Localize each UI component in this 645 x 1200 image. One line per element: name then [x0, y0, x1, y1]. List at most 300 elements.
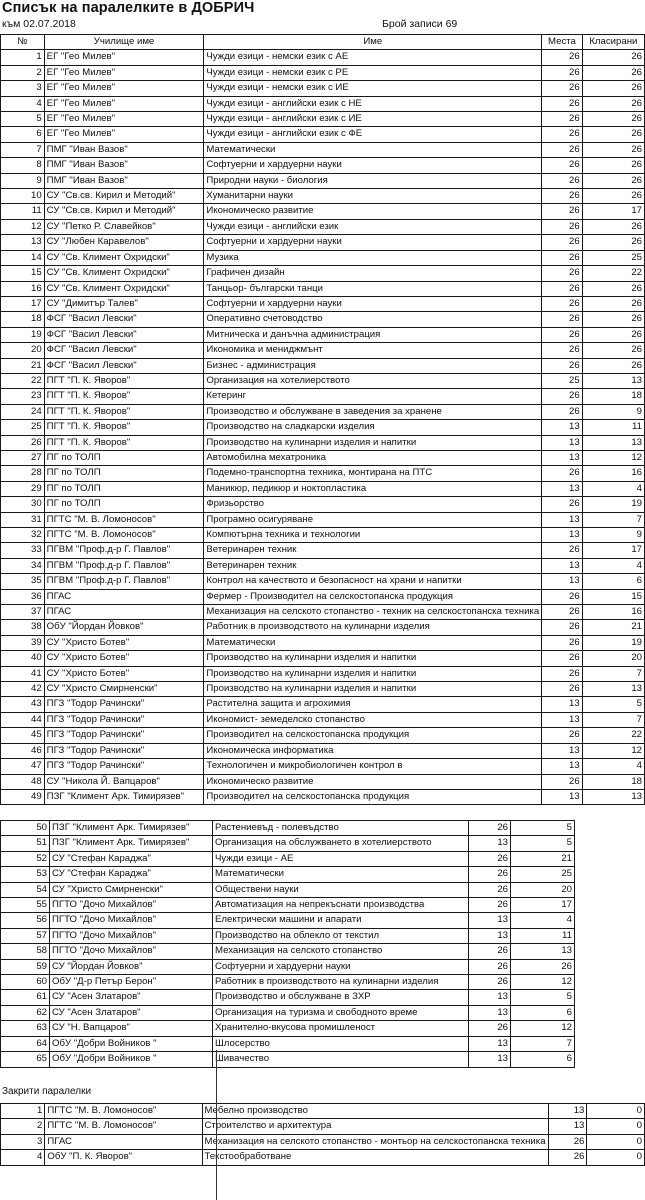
cell-number: 31 — [1, 512, 45, 527]
cell-number: 40 — [1, 651, 45, 666]
cell-class-name: Производство на кулинарни изделия и напитки — [204, 682, 542, 697]
cell-admitted: 22 — [582, 728, 644, 743]
cell-school: СУ "Димитър Талев" — [44, 296, 204, 311]
cell-places: 26 — [469, 898, 511, 913]
cell-number: 58 — [1, 944, 50, 959]
cell-class-name: Чужди езици - немски език с ИЕ — [204, 81, 542, 96]
cell-class-name: Работник в производството на кулинарни изделия — [204, 620, 542, 635]
cell-school: ПГТС "М. В. Ломоносов" — [45, 1104, 202, 1119]
cell-places: 26 — [542, 620, 583, 635]
cell-school: ПГТО "Дочо Михайлов" — [50, 913, 213, 928]
cell-admitted: 0 — [587, 1104, 645, 1119]
cell-places: 26 — [542, 112, 583, 127]
cell-places: 13 — [469, 990, 511, 1005]
cell-class-name: Икономика и мениджмънт — [204, 343, 542, 358]
cell-number: 24 — [1, 404, 45, 419]
cell-school: ПГАС — [44, 605, 204, 620]
cell-school: ОбУ "Добри Войников " — [50, 1052, 213, 1067]
table-row — [1, 404, 645, 419]
cell-number: 19 — [1, 327, 45, 342]
cell-admitted: 6 — [511, 1005, 575, 1020]
cell-places: 26 — [542, 250, 583, 265]
cell-class-name: Графичен дизайн — [204, 266, 542, 281]
cell-number: 15 — [1, 266, 45, 281]
cell-class-name: Фермер - Производител на селскостопанска продукция — [204, 589, 542, 604]
table-row — [1, 312, 645, 327]
cell-places: 26 — [542, 142, 583, 157]
cell-admitted: 11 — [511, 928, 575, 943]
cell-admitted: 13 — [582, 435, 644, 450]
cell-places: 26 — [469, 821, 511, 836]
table-row — [1, 975, 575, 990]
cell-admitted: 26 — [582, 50, 644, 65]
cell-places: 13 — [469, 836, 511, 851]
table-row — [1, 142, 645, 157]
table-row — [1, 435, 645, 450]
cell-school: ОбУ "Добри Войников " — [50, 1036, 213, 1051]
cell-school: ПМГ "Иван Вазов" — [44, 173, 204, 188]
table-row — [1, 574, 645, 589]
table-row — [1, 651, 645, 666]
cell-class-name: Софтуерни и хардуерни науки — [204, 296, 542, 311]
cell-school: ПГТС "М. В. Ломоносов" — [44, 512, 204, 527]
cell-school: СУ "Св.св. Кирил и Методий" — [44, 189, 204, 204]
cell-class-name: Чужди езици - английски език с ИЕ — [204, 112, 542, 127]
cell-class-name: Чужди езици - немски език с АЕ — [204, 50, 542, 65]
cell-places: 26 — [542, 651, 583, 666]
cell-places: 13 — [542, 420, 583, 435]
cell-admitted: 7 — [582, 512, 644, 527]
cell-school: ПЗГ "Климент Арк. Тимирязев" — [50, 836, 213, 851]
cell-number: 5 — [1, 112, 45, 127]
cell-school: ПГ по ТОЛП — [44, 481, 204, 496]
cell-school: ПГ по ТОЛП — [44, 450, 204, 465]
cell-places: 13 — [542, 450, 583, 465]
cell-places: 13 — [469, 1052, 511, 1067]
cell-admitted: 12 — [582, 743, 644, 758]
cell-school: СУ "Никола Й. Вапцаров" — [44, 774, 204, 789]
table-row — [1, 96, 645, 111]
cell-class-name: Фризьорство — [204, 497, 542, 512]
cell-class-name: Хуманитарни науки — [204, 189, 542, 204]
cell-places: 26 — [542, 204, 583, 219]
cell-places: 26 — [542, 81, 583, 96]
table-row — [1, 759, 645, 774]
cell-school: ОбУ "П. К. Яворов" — [45, 1150, 202, 1165]
cell-school: СУ "Асен Златаров" — [50, 990, 213, 1005]
cell-school: СУ "Петко Р. Славейков" — [44, 219, 204, 234]
cell-number: 44 — [1, 712, 45, 727]
cell-admitted: 15 — [582, 589, 644, 604]
classes-table-part1 — [0, 34, 645, 805]
cell-number: 35 — [1, 574, 45, 589]
table-row — [1, 250, 645, 265]
table-row — [1, 774, 645, 789]
cell-admitted: 4 — [582, 558, 644, 573]
cell-admitted: 25 — [511, 867, 575, 882]
cell-school: ПГТ "П. К. Яворов" — [44, 389, 204, 404]
cell-class-name: Организация на обслужването в хотелиерството — [213, 836, 469, 851]
cell-admitted: 21 — [511, 851, 575, 866]
table-row — [1, 789, 645, 804]
cell-class-name: Чужди езици - английски език с НЕ — [204, 96, 542, 111]
table-row — [1, 127, 645, 142]
cell-admitted: 12 — [582, 450, 644, 465]
cell-number: 4 — [1, 1150, 45, 1165]
cell-number: 57 — [1, 928, 50, 943]
table-row — [1, 204, 645, 219]
cell-class-name: Механизация на селското стопанство - техник на селскостопанска техника — [204, 605, 542, 620]
cell-number: 60 — [1, 975, 50, 990]
cell-admitted: 26 — [582, 142, 644, 157]
cell-number: 1 — [1, 1104, 45, 1119]
cell-number: 51 — [1, 836, 50, 851]
cell-number: 26 — [1, 435, 45, 450]
cell-class-name: Текстообработване — [202, 1150, 548, 1165]
cell-number: 39 — [1, 635, 45, 650]
table-row — [1, 959, 575, 974]
cell-places: 13 — [469, 913, 511, 928]
cell-class-name: Чужди езици - немски език с РЕ — [204, 65, 542, 80]
table-row — [1, 712, 645, 727]
cell-school: ПМГ "Иван Вазов" — [44, 158, 204, 173]
cell-admitted: 26 — [582, 343, 644, 358]
cell-places: 26 — [542, 266, 583, 281]
cell-class-name: Оперативно счетоводство — [204, 312, 542, 327]
cell-admitted: 9 — [582, 528, 644, 543]
cell-places: 26 — [542, 358, 583, 373]
col-header-school: Училище име — [44, 35, 204, 50]
cell-places: 26 — [469, 867, 511, 882]
cell-school: ПГТ "П. К. Яворов" — [44, 373, 204, 388]
cell-places: 13 — [542, 558, 583, 573]
cell-school: ПГТО "Дочо Михайлов" — [50, 898, 213, 913]
cell-number: 62 — [1, 1005, 50, 1020]
cell-class-name: Производител на селскостопанска продукция — [204, 728, 542, 743]
cell-places: 26 — [469, 944, 511, 959]
table-row — [1, 235, 645, 250]
cell-school: ЕГ "Гео Милев" — [44, 81, 204, 96]
cell-places: 13 — [469, 928, 511, 943]
cell-places: 26 — [542, 281, 583, 296]
cell-class-name: Производство на кулинарни изделия и напитки — [204, 666, 542, 681]
cell-school: ПГТО "Дочо Михайлов" — [50, 928, 213, 943]
cell-school: ПГВМ "Проф.д-р Г. Павлов" — [44, 558, 204, 573]
table-row — [1, 1021, 575, 1036]
cell-number: 20 — [1, 343, 45, 358]
table-row — [1, 296, 645, 311]
cell-admitted: 12 — [511, 1021, 575, 1036]
cell-places: 26 — [542, 296, 583, 311]
cell-school: ФСГ "Васил Левски" — [44, 312, 204, 327]
table-row — [1, 589, 645, 604]
cell-class-name: Растителна защита и агрохимия — [204, 697, 542, 712]
cell-school: ОбУ "Д-р Петър Берон" — [50, 975, 213, 990]
cell-admitted: 4 — [582, 759, 644, 774]
cell-school: ПГ по ТОЛП — [44, 497, 204, 512]
cell-places: 13 — [469, 1005, 511, 1020]
cell-places: 26 — [542, 682, 583, 697]
table-row — [1, 558, 645, 573]
cell-school: ПГВМ "Проф.д-р Г. Павлов" — [44, 574, 204, 589]
cell-places: 26 — [469, 851, 511, 866]
cell-admitted: 0 — [587, 1119, 645, 1134]
cell-places: 26 — [542, 543, 583, 558]
cell-school: ПГЗ "Тодор Рачински" — [44, 697, 204, 712]
cell-admitted: 13 — [582, 789, 644, 804]
page-title: Списък на паралелките в ДОБРИЧ — [2, 0, 255, 16]
cell-number: 8 — [1, 158, 45, 173]
cell-class-name: Музика — [204, 250, 542, 265]
cell-class-name: Организация на хотелиерството — [204, 373, 542, 388]
cell-places: 26 — [542, 404, 583, 419]
cell-school: СУ "Любен Каравелов" — [44, 235, 204, 250]
cell-school: ПГЗ "Тодор Рачински" — [44, 759, 204, 774]
cell-places: 26 — [542, 343, 583, 358]
cell-number: 3 — [1, 1134, 45, 1149]
cell-places: 26 — [542, 235, 583, 250]
table-row — [1, 605, 645, 620]
cell-admitted: 19 — [582, 635, 644, 650]
record-count: Брой записи 69 — [382, 18, 458, 30]
cell-school: ПГ по ТОЛП — [44, 466, 204, 481]
cell-class-name: Производство на кулинарни изделия и напитки — [204, 435, 542, 450]
cell-number: 2 — [1, 65, 45, 80]
closed-classes-label: Закрити паралелки — [2, 1086, 92, 1097]
cell-class-name: Производство и обслужване в ЗХР — [213, 990, 469, 1005]
cell-admitted: 18 — [582, 389, 644, 404]
cell-school: СУ "Н. Вапцаров" — [50, 1021, 213, 1036]
cell-number: 29 — [1, 481, 45, 496]
cell-class-name: Подемно-транспортна техника, монтирана на ПТС — [204, 466, 542, 481]
table-row — [1, 512, 645, 527]
cell-places: 13 — [542, 759, 583, 774]
cell-number: 21 — [1, 358, 45, 373]
cell-number: 28 — [1, 466, 45, 481]
table-row — [1, 173, 645, 188]
cell-class-name: Обществени науки — [213, 882, 469, 897]
cell-admitted: 5 — [511, 836, 575, 851]
cell-admitted: 26 — [582, 112, 644, 127]
cell-number: 55 — [1, 898, 50, 913]
cell-admitted: 26 — [582, 219, 644, 234]
cell-places: 13 — [469, 1036, 511, 1051]
cell-class-name: Софтуерни и хардуерни науки — [213, 959, 469, 974]
cell-class-name: Кетеринг — [204, 389, 542, 404]
cell-places: 26 — [542, 728, 583, 743]
cell-class-name: Програмно осигуряване — [204, 512, 542, 527]
cell-school: ЕГ "Гео Милев" — [44, 50, 204, 65]
cell-admitted: 0 — [587, 1134, 645, 1149]
cell-admitted: 21 — [582, 620, 644, 635]
cell-places: 13 — [548, 1119, 587, 1134]
cell-class-name: Чужди езици - АЕ — [213, 851, 469, 866]
table-row — [1, 851, 575, 866]
cell-places: 26 — [542, 189, 583, 204]
cell-class-name: Мебелно производство — [202, 1104, 548, 1119]
cell-class-name: Механизация на селското стопанство - монтьор на селскостопанска техника — [202, 1134, 548, 1149]
cell-school: ПГАС — [44, 589, 204, 604]
cell-admitted: 26 — [582, 173, 644, 188]
table-row — [1, 528, 645, 543]
cell-class-name: Икономист- земеделско стопанство — [204, 712, 542, 727]
cell-places: 26 — [542, 158, 583, 173]
cell-places: 26 — [542, 173, 583, 188]
table-row — [1, 543, 645, 558]
cell-class-name: Софтуерни и хардуерни науки — [204, 158, 542, 173]
cell-number: 10 — [1, 189, 45, 204]
cell-admitted: 11 — [582, 420, 644, 435]
cell-number: 43 — [1, 697, 45, 712]
cell-places: 13 — [542, 743, 583, 758]
cell-class-name: Електрически машини и апарати — [213, 913, 469, 928]
cell-number: 2 — [1, 1119, 45, 1134]
cell-school: СУ "Христо Смирненски" — [50, 882, 213, 897]
table-row — [1, 327, 645, 342]
cell-admitted: 17 — [511, 898, 575, 913]
cell-class-name: Шивачество — [213, 1052, 469, 1067]
cell-class-name: Икономическо развитие — [204, 204, 542, 219]
cell-class-name: Чужди езици - английски език с ФЕ — [204, 127, 542, 142]
cell-number: 3 — [1, 81, 45, 96]
cell-school: ЕГ "Гео Милев" — [44, 112, 204, 127]
cell-number: 54 — [1, 882, 50, 897]
cell-places: 13 — [542, 512, 583, 527]
cell-places: 26 — [469, 975, 511, 990]
classes-table-part2 — [0, 820, 575, 1068]
col-header-name: Име — [204, 35, 542, 50]
table-row — [1, 373, 645, 388]
cell-school: ПГВМ "Проф.д-р Г. Павлов" — [44, 543, 204, 558]
cell-class-name: Математически — [204, 635, 542, 650]
cell-school: ОбУ "Йордан Йовков" — [44, 620, 204, 635]
cell-school: СУ "Йордан Йовков" — [50, 959, 213, 974]
cell-admitted: 9 — [582, 404, 644, 419]
cell-school: ЕГ "Гео Милев" — [44, 65, 204, 80]
cell-places: 26 — [542, 50, 583, 65]
cell-admitted: 26 — [511, 959, 575, 974]
cell-number: 4 — [1, 96, 45, 111]
cell-number: 6 — [1, 127, 45, 142]
cell-class-name: Митническа и данъчна администрация — [204, 327, 542, 342]
cell-number: 64 — [1, 1036, 50, 1051]
cell-school: ПГТ "П. К. Яворов" — [44, 404, 204, 419]
table-row — [1, 281, 645, 296]
cell-admitted: 26 — [582, 327, 644, 342]
cell-admitted: 7 — [582, 712, 644, 727]
table-row — [1, 358, 645, 373]
table-row — [1, 635, 645, 650]
cell-class-name: Маникюр, педикюр и ноктопластика — [204, 481, 542, 496]
cell-admitted: 4 — [511, 913, 575, 928]
cell-places: 13 — [542, 574, 583, 589]
cell-number: 11 — [1, 204, 45, 219]
cell-number: 1 — [1, 50, 45, 65]
cell-number: 13 — [1, 235, 45, 250]
cell-school: СУ "Св. Климент Охридски" — [44, 250, 204, 265]
table-row — [1, 450, 645, 465]
cell-admitted: 20 — [582, 651, 644, 666]
cell-school: ПГЗ "Тодор Рачински" — [44, 712, 204, 727]
table-row — [1, 944, 575, 959]
cell-admitted: 26 — [582, 81, 644, 96]
cell-class-name: Ветеринарен техник — [204, 543, 542, 558]
cell-school: ЕГ "Гео Милев" — [44, 96, 204, 111]
cell-number: 53 — [1, 867, 50, 882]
cell-admitted: 26 — [582, 235, 644, 250]
cell-class-name: Шлосерство — [213, 1036, 469, 1051]
cell-number: 23 — [1, 389, 45, 404]
cell-school: ПМГ "Иван Вазов" — [44, 142, 204, 157]
cell-admitted: 26 — [582, 358, 644, 373]
closed-classes-table — [0, 1103, 645, 1166]
cell-class-name: Математически — [204, 142, 542, 157]
cell-class-name: Математически — [213, 867, 469, 882]
cell-places: 26 — [542, 389, 583, 404]
table-row — [1, 867, 575, 882]
cell-admitted: 6 — [582, 574, 644, 589]
cell-school: ПГЗ "Тодор Рачински" — [44, 728, 204, 743]
cell-number: 16 — [1, 281, 45, 296]
cell-admitted: 13 — [582, 682, 644, 697]
cell-class-name: Растениевъд - полевъдство — [213, 821, 469, 836]
table-row — [1, 682, 645, 697]
table-row — [1, 81, 645, 96]
cell-class-name: Компютърна техника и технологии — [204, 528, 542, 543]
cell-admitted: 5 — [511, 990, 575, 1005]
cell-admitted: 20 — [511, 882, 575, 897]
cell-school: СУ "Христо Ботев" — [44, 666, 204, 681]
cell-school: СУ "Асен Златаров" — [50, 1005, 213, 1020]
cell-places: 25 — [542, 373, 583, 388]
cell-class-name: Природни науки - биология — [204, 173, 542, 188]
cell-class-name: Танцьор- български танци — [204, 281, 542, 296]
cell-class-name: Бизнес - администрация — [204, 358, 542, 373]
cell-admitted: 16 — [582, 466, 644, 481]
cell-number: 65 — [1, 1052, 50, 1067]
cell-school: СУ "Св.св. Кирил и Методий" — [44, 204, 204, 219]
cell-school: СУ "Стефан Караджа" — [50, 851, 213, 866]
report-date: към 02.07.2018 — [2, 18, 76, 30]
cell-places: 26 — [542, 65, 583, 80]
cell-places: 13 — [542, 528, 583, 543]
cell-admitted: 12 — [511, 975, 575, 990]
cell-number: 32 — [1, 528, 45, 543]
cell-admitted: 5 — [511, 821, 575, 836]
table-row — [1, 1134, 645, 1149]
cell-school: ПГТС "М. В. Ломоносов" — [45, 1119, 202, 1134]
cell-places: 26 — [469, 959, 511, 974]
cell-admitted: 0 — [587, 1150, 645, 1165]
cell-places: 13 — [542, 481, 583, 496]
col-header-admitted: Класирани — [582, 35, 644, 50]
table-row — [1, 189, 645, 204]
table-row — [1, 481, 645, 496]
cell-number: 22 — [1, 373, 45, 388]
cell-number: 41 — [1, 666, 45, 681]
cell-number: 52 — [1, 851, 50, 866]
table-row — [1, 1036, 575, 1051]
cell-places: 26 — [542, 605, 583, 620]
cell-class-name: Автоматизация на непрекъснати производства — [213, 898, 469, 913]
table-row — [1, 1150, 645, 1165]
cell-class-name: Софтуерни и хардуерни науки — [204, 235, 542, 250]
cell-admitted: 7 — [511, 1036, 575, 1051]
cell-admitted: 26 — [582, 189, 644, 204]
cell-number: 33 — [1, 543, 45, 558]
cell-school: ПГТО "Дочо Михайлов" — [50, 944, 213, 959]
cell-admitted: 19 — [582, 497, 644, 512]
